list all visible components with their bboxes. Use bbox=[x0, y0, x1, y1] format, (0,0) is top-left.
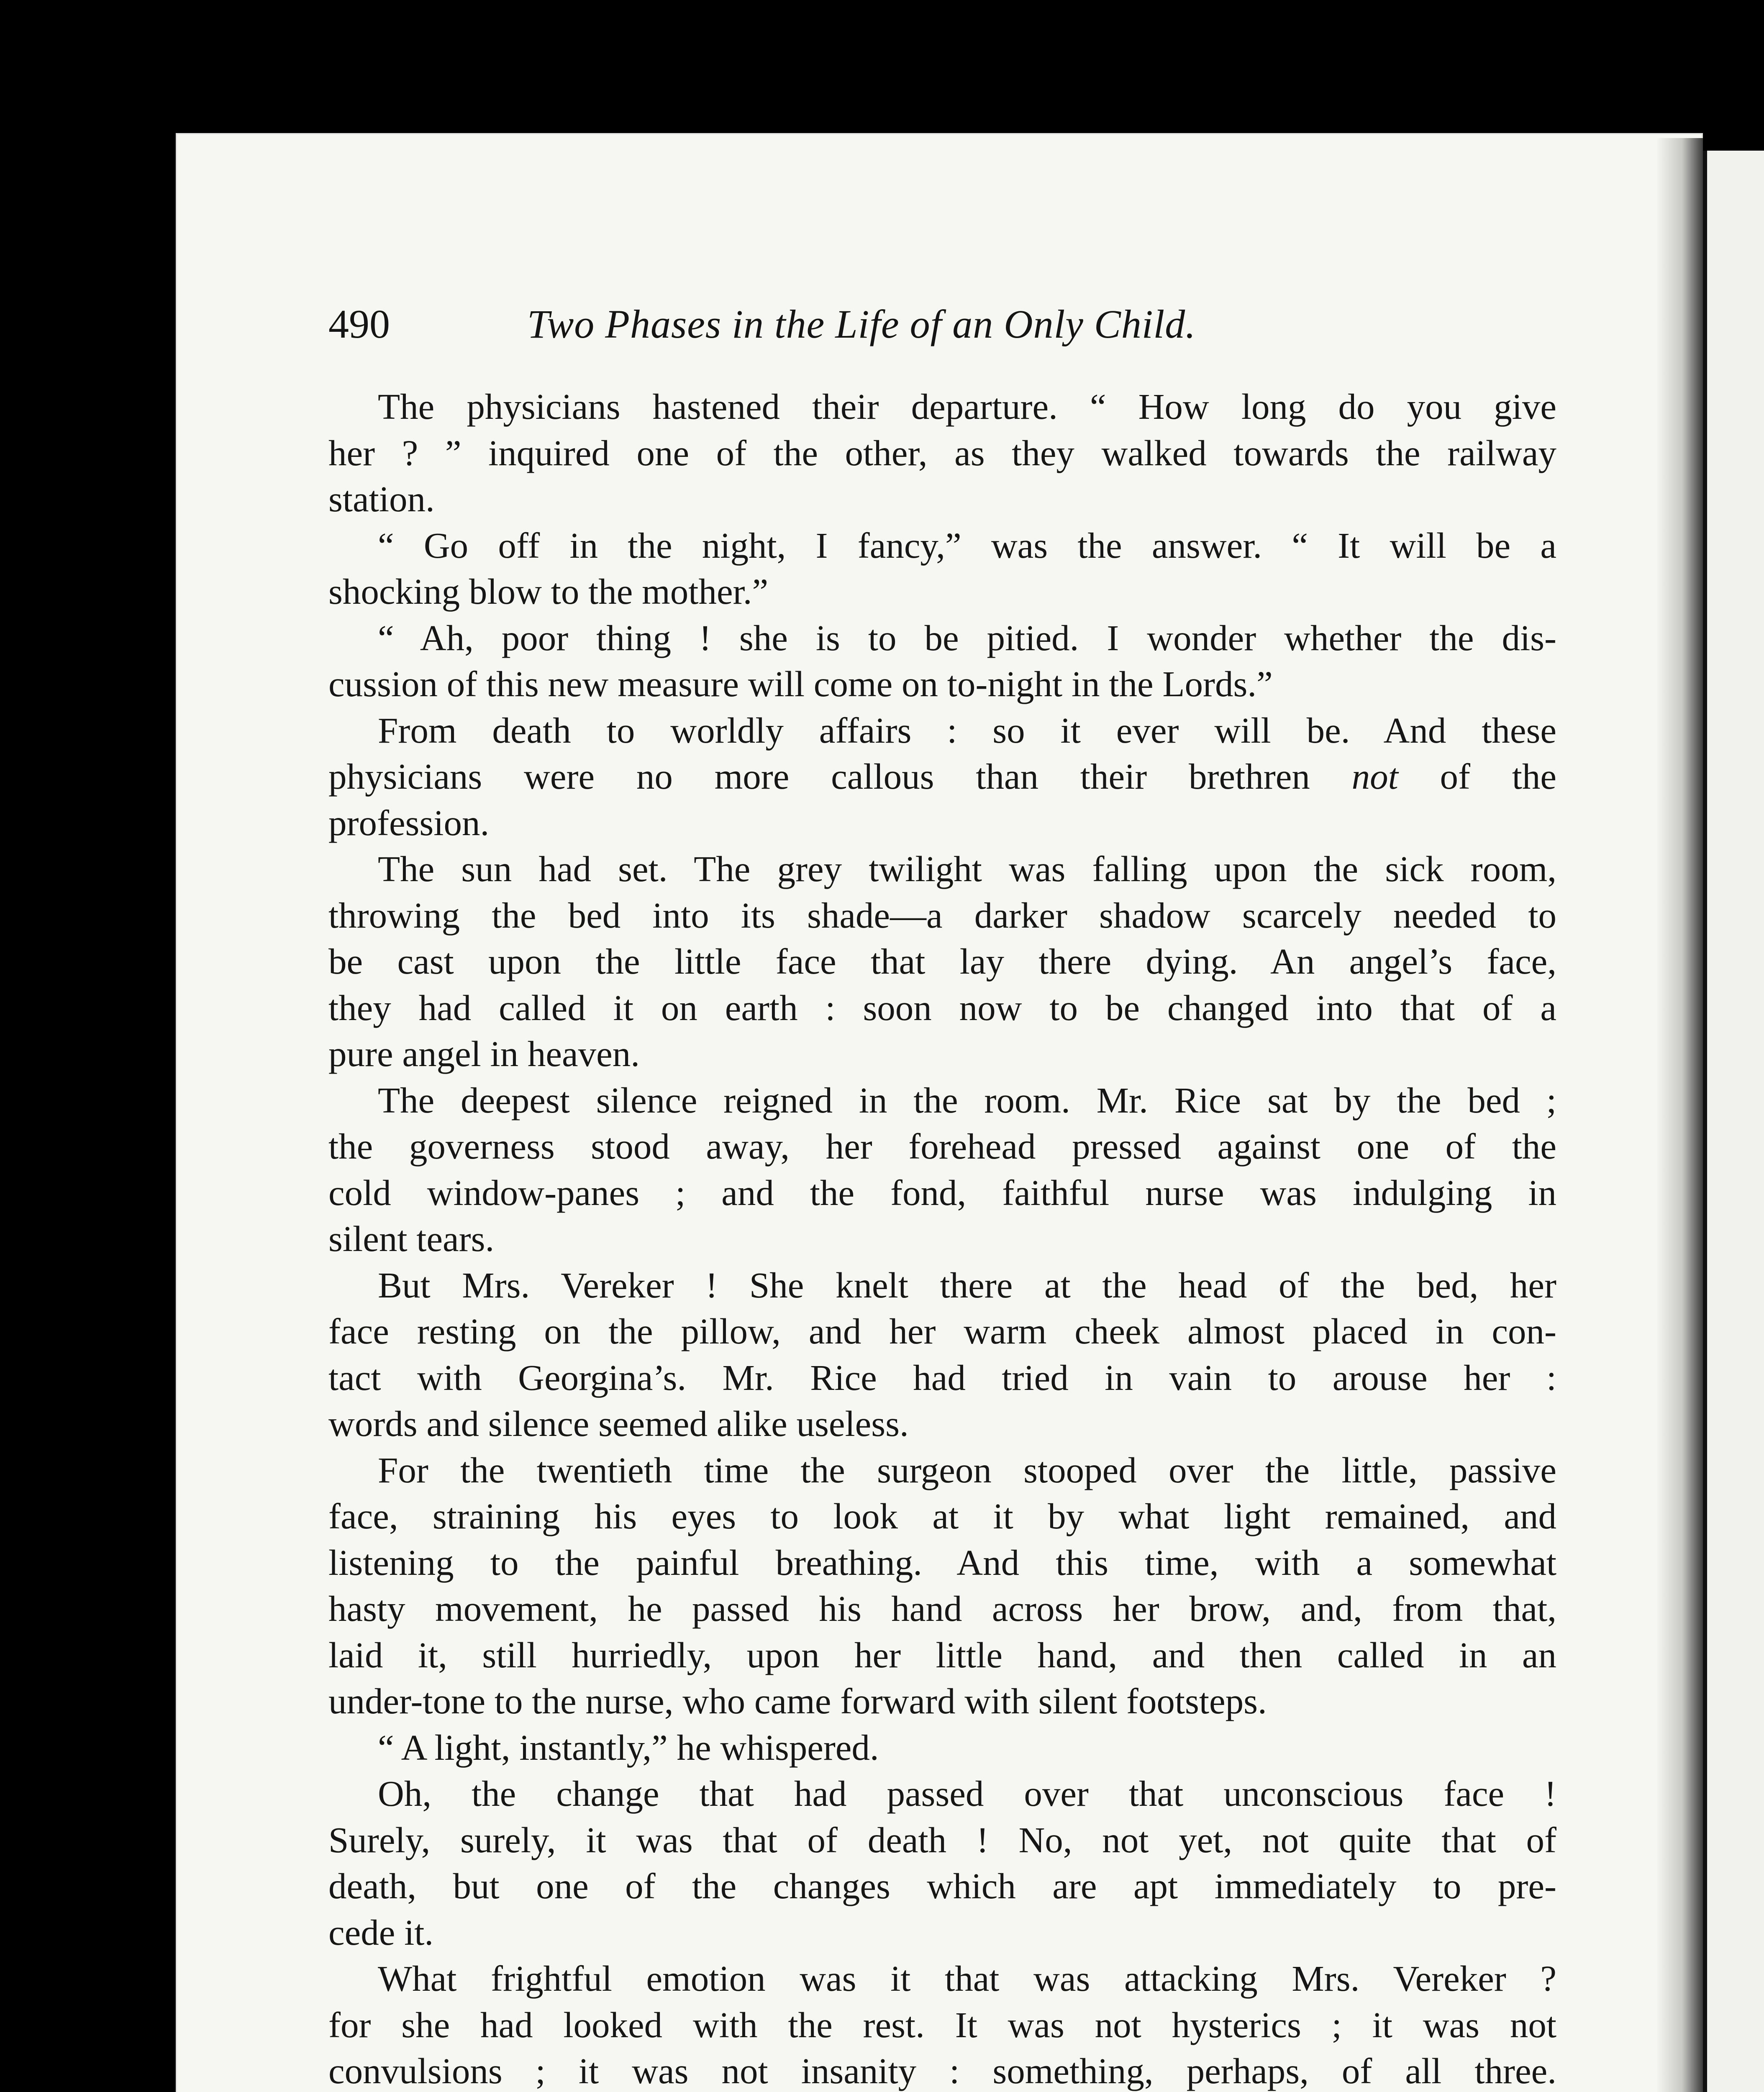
text-line: Surely, surely, it was that of death ! No, not yet, not quite that of bbox=[328, 1819, 1556, 1860]
page-number: 490 bbox=[328, 302, 390, 347]
running-title: Two Phases in the Life of an Only Child. bbox=[527, 302, 1196, 346]
text-line: profession. bbox=[328, 802, 490, 843]
text-line: for she had looked with the rest. It was not hysterics ; it was not bbox=[328, 2004, 1556, 2045]
body-text bbox=[328, 384, 1556, 2092]
adjacent-page-edge bbox=[1703, 151, 1764, 2092]
text-line: “ Ah, poor thing ! she is to be pitied. I wonder whether the dis- bbox=[378, 617, 1556, 658]
text-line: silent tears. bbox=[328, 1218, 495, 1259]
text-line: physicians were no more callous than their brethren not of the bbox=[328, 756, 1556, 797]
paragraph bbox=[328, 1447, 1556, 1725]
text-line: cold window-panes ; and the fond, faithful nurse was indulging in bbox=[328, 1172, 1556, 1213]
text-line: cussion of this new measure will come on to-night in the Lords.” bbox=[328, 664, 1273, 704]
text-line: What frightful emotion was it that was attacking Mrs. Vereker ? bbox=[378, 1958, 1556, 1999]
paragraph bbox=[328, 1956, 1556, 2092]
text-line: shocking blow to the mother.” bbox=[328, 571, 769, 612]
paragraph bbox=[328, 523, 1556, 615]
text-line: The deepest silence reigned in the room. Mr. Rice sat by the bed ; bbox=[378, 1079, 1556, 1120]
text-line: words and silence seemed alike useless. bbox=[328, 1403, 909, 1444]
text-line: From death to worldly affairs : so it ever will be. And these bbox=[378, 710, 1556, 751]
paragraph bbox=[328, 1077, 1556, 1262]
text-line: The physicians hastened their departure. “ How long do you give bbox=[378, 386, 1556, 427]
page-fold-shadow bbox=[1657, 138, 1703, 2092]
text-line: face resting on the pillow, and her warm cheek almost placed in con- bbox=[328, 1311, 1556, 1351]
paragraph bbox=[328, 384, 1556, 523]
paragraph bbox=[328, 708, 1556, 846]
page-header bbox=[328, 293, 1571, 356]
paragraph bbox=[328, 1262, 1556, 1447]
text-line: death, but one of the changes which are apt immediately to pre- bbox=[328, 1866, 1556, 1906]
text-line: her ? ” inquired one of the other, as they walked towards the railway bbox=[328, 432, 1556, 473]
text-line: But Mrs. Vereker ! She knelt there at the head of the bed, her bbox=[378, 1264, 1556, 1305]
text-line: “ A light, instantly,” he whispered. bbox=[378, 1727, 879, 1768]
text-line: pure angel in heaven. bbox=[328, 1033, 640, 1074]
text-line: laid it, still hurriedly, upon her little hand, and then called in an bbox=[328, 1634, 1556, 1675]
text-line: be cast upon the little face that lay there dying. An angel’s face, bbox=[328, 941, 1556, 982]
text-line: convulsions ; it was not insanity : something, perhaps, of all three. bbox=[328, 2051, 1556, 2091]
text-line: under-tone to the nurse, who came forward with silent footsteps. bbox=[328, 1681, 1267, 1721]
text-line: face, straining his eyes to look at it by what light remained, and bbox=[328, 1496, 1556, 1536]
text-line: For the twentieth time the surgeon stooped over the little, passive bbox=[378, 1449, 1556, 1490]
text-line: station. bbox=[328, 479, 435, 519]
text-line: “ Go off in the night, I fancy,” was the answer. “ It will be a bbox=[378, 525, 1556, 566]
text-line: Oh, the change that had passed over that unconscious face ! bbox=[378, 1773, 1556, 1814]
text-line: the governess stood away, her forehead pressed against one of the bbox=[328, 1126, 1556, 1166]
paragraph bbox=[328, 1725, 1556, 1771]
text-line: The sun had set. The grey twilight was falling upon the sick room, bbox=[378, 849, 1556, 889]
text-line: cede it. bbox=[328, 1912, 434, 1953]
text-line: tact with Georgina’s. Mr. Rice had tried in vain to arouse her : bbox=[328, 1357, 1556, 1398]
paragraph bbox=[328, 846, 1556, 1077]
text-line: listening to the painful breathing. And this time, with a somewhat bbox=[328, 1542, 1556, 1583]
text-line: hasty movement, he passed his hand across her brow, and, from that, bbox=[328, 1588, 1556, 1629]
text-line: throwing the bed into its shade—a darker shadow scarcely needed to bbox=[328, 895, 1556, 936]
paragraph bbox=[328, 1771, 1556, 1956]
paragraph bbox=[328, 615, 1556, 708]
text-line: they had called it on earth : soon now to be changed into that of a bbox=[328, 987, 1556, 1028]
